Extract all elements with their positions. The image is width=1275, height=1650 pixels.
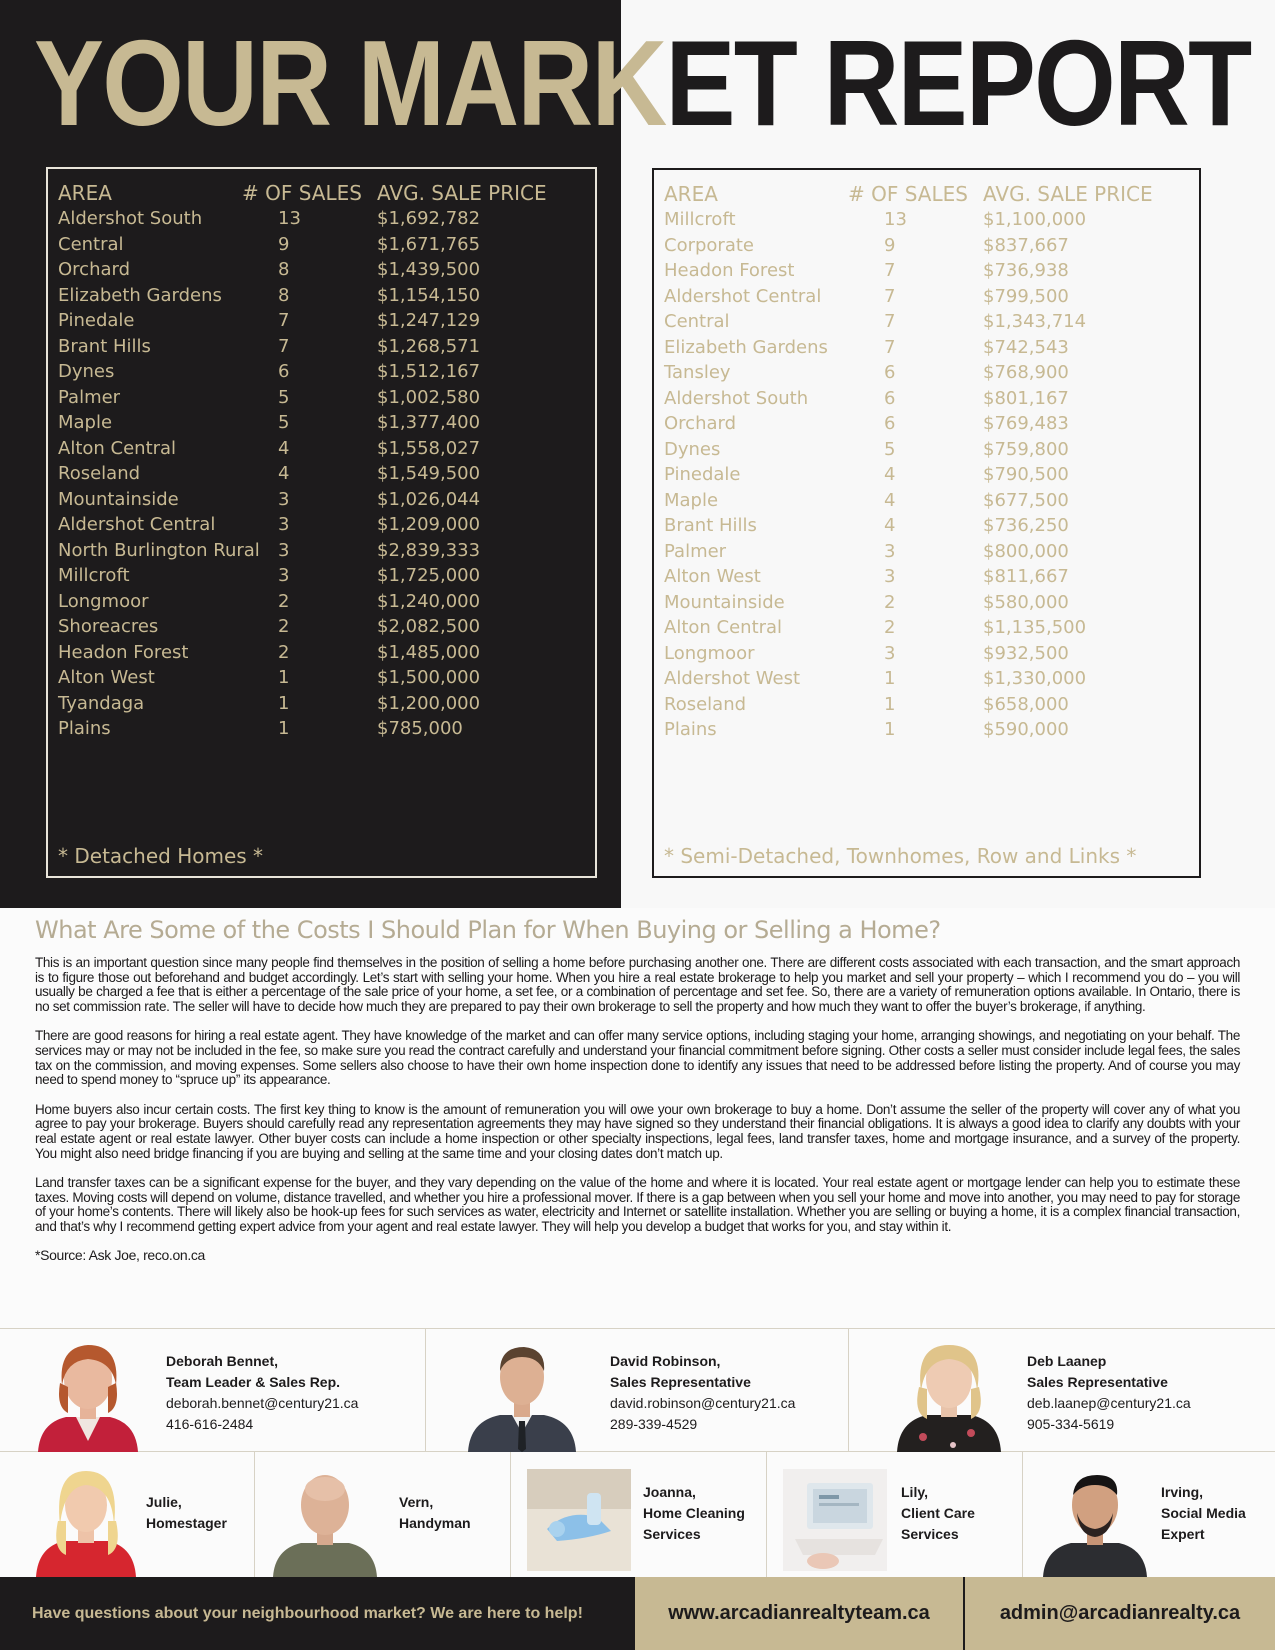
table-row xyxy=(664,258,1184,284)
helper-role: Home Cleaning xyxy=(643,1505,745,1521)
table-row xyxy=(664,717,1184,743)
cell-area: Central xyxy=(664,311,730,333)
helper-role-cont: Expert xyxy=(1161,1526,1205,1542)
cell-sales: 4 xyxy=(278,437,290,459)
cell-area: Palmer xyxy=(664,540,727,562)
table-row xyxy=(58,461,578,487)
cell-price: $2,082,500 xyxy=(377,616,481,638)
cell-price: $736,250 xyxy=(983,515,1069,537)
agent-photo xyxy=(466,1337,578,1452)
helper-card xyxy=(766,1452,1022,1577)
agent-photo xyxy=(32,1337,144,1452)
cell-price: $1,268,571 xyxy=(377,335,481,357)
cell-sales: 3 xyxy=(278,539,290,561)
cell-area: Palmer xyxy=(58,386,121,408)
cell-sales: 8 xyxy=(278,259,290,281)
agent-card xyxy=(425,1329,848,1452)
table-row xyxy=(58,436,578,462)
cell-area: Aldershot South xyxy=(664,387,809,409)
cell-sales: 4 xyxy=(884,464,896,486)
cell-sales: 2 xyxy=(884,617,896,639)
cell-price: $1,439,500 xyxy=(377,259,481,281)
cell-price: $1,512,167 xyxy=(377,361,481,383)
table-row xyxy=(664,615,1184,641)
cell-price: $768,900 xyxy=(983,362,1069,384)
table-row xyxy=(58,308,578,334)
cell-area: Headon Forest xyxy=(58,641,189,663)
agent-role: Sales Representative xyxy=(1027,1374,1168,1390)
header-area: AREA xyxy=(58,180,112,205)
cell-area: Tansley xyxy=(664,362,731,384)
table-row xyxy=(58,563,578,589)
table-row xyxy=(58,640,578,666)
helper-photo xyxy=(273,1465,377,1577)
cell-area: Pinedale xyxy=(664,464,741,486)
cell-area: Brant Hills xyxy=(664,515,757,537)
cell-area: Mountainside xyxy=(664,591,785,613)
cell-area: Central xyxy=(58,233,124,255)
helper-photo xyxy=(1043,1465,1147,1577)
helper-role: Client Care xyxy=(901,1505,975,1521)
cell-price: $1,671,765 xyxy=(377,233,481,255)
cell-sales: 2 xyxy=(884,591,896,613)
cell-area: Headon Forest xyxy=(664,260,795,282)
cell-sales: 7 xyxy=(884,285,896,307)
article-paragraph: Land transfer taxes can be a significant expense for the buyer, and they vary depending on the value of the home and where it is located. Your real estate agent or mortgage lender can help you to estimate these taxes. Moving costs will depend on volume, distance travelled, and whether you hire a professional mover. If there is a gap between when you sell your home and move into another, you may need to pay for storage of your home’s contents. There will likely also be hook-up fees for such services as water, electricity and Internet or satellite installation. Whether you are selling or buying a home, it is a complex financial transaction, and that’s why I recommend getting expert advice from your agent and real estate lawyer. They will help you develop a budget that works for you, and stay within it. xyxy=(35,1175,1240,1234)
cell-price: $1,485,000 xyxy=(377,641,481,663)
cell-area: Orchard xyxy=(664,413,737,435)
table-row xyxy=(664,284,1184,310)
cell-area: Alton Central xyxy=(664,617,783,639)
cell-price: $1,154,150 xyxy=(377,284,481,306)
cell-area: Alton Central xyxy=(58,437,177,459)
helper-label xyxy=(643,1482,745,1545)
cell-sales: 3 xyxy=(278,488,290,510)
header-sales: # OF SALES xyxy=(848,181,968,206)
cell-sales: 6 xyxy=(278,361,290,383)
footer-question: Have questions about your neighbourhood market? We are here to help! xyxy=(0,1577,635,1650)
cell-sales: 4 xyxy=(278,463,290,485)
cell-sales: 3 xyxy=(278,514,290,536)
cell-area: Plains xyxy=(58,718,111,740)
helper-role-cont: Services xyxy=(643,1526,701,1542)
table-header xyxy=(664,180,1184,207)
agent-photo xyxy=(893,1337,1005,1452)
helpers-row xyxy=(0,1452,1275,1577)
cell-price: $1,549,500 xyxy=(377,463,481,485)
cell-price: $799,500 xyxy=(983,285,1069,307)
table-row xyxy=(664,386,1184,412)
cell-price: $1,343,714 xyxy=(983,311,1087,333)
cell-area: Pinedale xyxy=(58,310,135,332)
agent-email[interactable]: david.robinson@century21.ca xyxy=(610,1395,796,1411)
cell-price: $837,667 xyxy=(983,234,1069,256)
table-row xyxy=(58,512,578,538)
cell-area: Elizabeth Gardens xyxy=(664,336,828,358)
header-price: AVG. SALE PRICE xyxy=(983,181,1153,206)
cell-sales: 3 xyxy=(884,540,896,562)
cell-price: $801,167 xyxy=(983,387,1069,409)
detached-table xyxy=(46,167,597,878)
cell-sales: 8 xyxy=(278,284,290,306)
cell-price: $1,135,500 xyxy=(983,617,1087,639)
table-row xyxy=(664,411,1184,437)
table-row xyxy=(58,359,578,385)
cell-area: Tyandaga xyxy=(58,692,145,714)
agent-name: Deb Laanep xyxy=(1027,1353,1107,1369)
cell-sales: 9 xyxy=(884,234,896,256)
agent-phone[interactable]: 289-339-4529 xyxy=(610,1416,698,1432)
helper-card xyxy=(0,1452,254,1577)
table-row xyxy=(58,410,578,436)
cell-sales: 13 xyxy=(884,209,907,231)
table-row xyxy=(664,488,1184,514)
cell-price: $785,000 xyxy=(377,718,463,740)
table-row xyxy=(664,513,1184,539)
table-row xyxy=(664,207,1184,233)
cell-sales: 5 xyxy=(278,412,290,434)
cell-sales: 7 xyxy=(884,260,896,282)
table-row xyxy=(664,692,1184,718)
table-row xyxy=(664,233,1184,259)
cell-price: $658,000 xyxy=(983,693,1069,715)
detached-note: * Detached Homes * xyxy=(58,844,264,868)
cell-area: Longmoor xyxy=(664,642,755,664)
cell-area: Maple xyxy=(58,412,113,434)
cell-price: $580,000 xyxy=(983,591,1069,613)
cell-area: North Burlington Rural xyxy=(58,539,260,561)
cell-sales: 1 xyxy=(884,693,896,715)
helper-card xyxy=(1022,1452,1275,1577)
table-row xyxy=(58,589,578,615)
agent-phone[interactable]: 905-334-5619 xyxy=(1027,1416,1115,1432)
cell-sales: 2 xyxy=(278,616,290,638)
table-row xyxy=(664,666,1184,692)
title-part-2: ET REPORT xyxy=(665,15,1251,151)
helper-name: Vern, xyxy=(399,1494,434,1510)
cell-price: $677,500 xyxy=(983,489,1069,511)
cell-area: Longmoor xyxy=(58,590,149,612)
cell-price: $1,200,000 xyxy=(377,692,481,714)
cell-area: Roseland xyxy=(664,693,747,715)
helper-name: Julie, xyxy=(146,1494,182,1510)
agent-name: Deborah Bennet, xyxy=(166,1353,279,1369)
cell-area: Maple xyxy=(664,489,719,511)
cell-sales: 1 xyxy=(884,719,896,741)
cell-sales: 6 xyxy=(884,387,896,409)
header-price: AVG. SALE PRICE xyxy=(377,180,547,205)
helper-card xyxy=(510,1452,766,1577)
agent-phone[interactable]: 416-616-2484 xyxy=(166,1416,254,1432)
cell-area: Mountainside xyxy=(58,488,179,510)
article-heading: What Are Some of the Costs I Should Plan for When Buying or Selling a Home? xyxy=(35,916,941,944)
cell-price: $1,240,000 xyxy=(377,590,481,612)
footer-bar xyxy=(0,1577,1275,1650)
article xyxy=(35,916,1240,1277)
semi-table-body xyxy=(664,180,1184,743)
agent-info xyxy=(610,1351,795,1435)
cell-area: Shoreacres xyxy=(58,616,159,638)
cell-area: Millcroft xyxy=(58,565,130,587)
table-row xyxy=(58,487,578,513)
cell-sales: 2 xyxy=(278,641,290,663)
table-row xyxy=(58,206,578,232)
cell-sales: 9 xyxy=(278,233,290,255)
cell-area: Millcroft xyxy=(664,209,736,231)
table-row xyxy=(664,564,1184,590)
table-row xyxy=(58,385,578,411)
cell-sales: 7 xyxy=(884,336,896,358)
table-row xyxy=(664,462,1184,488)
table-row xyxy=(58,665,578,691)
cell-price: $1,500,000 xyxy=(377,667,481,689)
cell-sales: 1 xyxy=(278,667,290,689)
cell-price: $1,330,000 xyxy=(983,668,1087,690)
table-row xyxy=(58,334,578,360)
cell-sales: 3 xyxy=(278,565,290,587)
cell-price: $1,209,000 xyxy=(377,514,481,536)
cell-price: $1,100,000 xyxy=(983,209,1087,231)
helper-photo xyxy=(34,1465,138,1577)
header-area: AREA xyxy=(664,181,718,206)
cell-price: $1,725,000 xyxy=(377,565,481,587)
helper-name: Lily, xyxy=(901,1484,928,1500)
agent-card xyxy=(848,1329,1275,1452)
cell-sales: 5 xyxy=(884,438,896,460)
cell-area: Dynes xyxy=(58,361,115,383)
table-row xyxy=(664,539,1184,565)
footer-email-link[interactable]: admin@arcadianrealty.ca xyxy=(965,1577,1275,1650)
cell-sales: 3 xyxy=(884,566,896,588)
helper-card xyxy=(254,1452,510,1577)
table-row xyxy=(58,232,578,258)
agents-row xyxy=(0,1328,1275,1452)
helper-role: Social Media xyxy=(1161,1505,1246,1521)
cell-area: Alton West xyxy=(664,566,761,588)
table-row xyxy=(664,590,1184,616)
cell-sales: 6 xyxy=(884,413,896,435)
cell-price: $932,500 xyxy=(983,642,1069,664)
cell-sales: 7 xyxy=(278,310,290,332)
cell-price: $736,938 xyxy=(983,260,1069,282)
cell-price: $2,839,333 xyxy=(377,539,481,561)
helper-label xyxy=(901,1482,975,1545)
article-paragraph: Home buyers also incur certain costs. The first key thing to know is the amount of remuneration you will owe your own brokerage to buy a home. Don’t assume the seller of the property will cover any of what you agree to pay your brokerage. Buyers should carefully read any representation agreements they may have signed so they understand their financial obligations. It is always a good idea to clarify any doubts with your real estate agent or real estate lawyer. Other buyer costs can include a home inspection or other specialty inspections, legal fees, land transfer taxes, home and mortgage insurance, and a survey of the property. You might also need bridge financing if you are buying and selling at the same time and your closing dates don’t match up. xyxy=(35,1101,1240,1161)
table-row xyxy=(664,437,1184,463)
cell-sales: 6 xyxy=(884,362,896,384)
helper-label xyxy=(399,1492,471,1534)
agent-email[interactable]: deb.laanep@century21.ca xyxy=(1027,1395,1191,1411)
article-source: *Source: Ask Joe, reco.on.ca xyxy=(35,1246,205,1263)
cell-price: $1,026,044 xyxy=(377,488,481,510)
cell-area: Alton West xyxy=(58,667,155,689)
cell-area: Aldershot Central xyxy=(664,285,822,307)
helper-photo xyxy=(783,1469,887,1571)
helper-label xyxy=(146,1492,227,1534)
cell-price: $1,558,027 xyxy=(377,437,481,459)
cell-sales: 13 xyxy=(278,208,301,230)
cell-price: $790,500 xyxy=(983,464,1069,486)
cell-price: $1,247,129 xyxy=(377,310,481,332)
table-header xyxy=(58,179,578,206)
cell-price: $742,543 xyxy=(983,336,1069,358)
cell-price: $1,377,400 xyxy=(377,412,481,434)
table-row xyxy=(58,257,578,283)
semi-note: * Semi-Detached, Townhomes, Row and Links * xyxy=(664,844,1137,868)
helper-label xyxy=(1161,1482,1246,1545)
cell-sales: 5 xyxy=(278,386,290,408)
title-part-1: YOUR MARK xyxy=(34,15,666,151)
cell-sales: 1 xyxy=(278,718,290,740)
cell-area: Dynes xyxy=(664,438,721,460)
cell-price: $769,483 xyxy=(983,413,1069,435)
table-row xyxy=(664,641,1184,667)
cell-area: Orchard xyxy=(58,259,131,281)
helper-name: Irving, xyxy=(1161,1484,1204,1500)
agent-info xyxy=(1027,1351,1191,1435)
table-row xyxy=(58,538,578,564)
table-row xyxy=(58,614,578,640)
article-paragraph: There are good reasons for hiring a real estate agent. They have knowledge of the market and can offer many service options, including staging your home, arranging showings, and negotiating on your behalf. The services may or may not be included in the fee, so make sure you read the contract carefully and understand your financial commitment before signing. Other costs a seller must consider include legal fees, the sales tax on the commission, and moving expenses. Some sellers also choose to have their own home inspection done to identify any issues that need to be addressed before listing the property. And of course you may need to spend money to “spruce up” its appearance. xyxy=(35,1028,1240,1088)
header-sales: # OF SALES xyxy=(242,180,362,205)
table-row xyxy=(664,360,1184,386)
cell-price: $800,000 xyxy=(983,540,1069,562)
table-row xyxy=(664,335,1184,361)
helper-name: Joanna, xyxy=(643,1484,696,1500)
cell-price: $1,692,782 xyxy=(377,208,481,230)
cell-area: Aldershot Central xyxy=(58,514,216,536)
helper-photo xyxy=(527,1469,631,1571)
table-row xyxy=(58,283,578,309)
agent-role: Team Leader & Sales Rep. xyxy=(166,1374,341,1390)
semi-table xyxy=(652,168,1201,878)
cell-sales: 1 xyxy=(884,668,896,690)
cell-area: Plains xyxy=(664,719,717,741)
agent-name: David Robinson, xyxy=(610,1353,721,1369)
cell-area: Elizabeth Gardens xyxy=(58,284,222,306)
article-paragraph: This is an important question since many people find themselves in the position of selling a home before purchasing another one. There are different costs associated with each transaction, and the smart approach is to figure those out beforehand and budget accordingly. Let’s start with selling your home. When you hire a real estate brokerage to help you market and sell your property – which I recommend you do – you will usually be charged a fee that is either a percentage of the sale price of your home, a set fee, or a combination of percentage and set fee. So, there are a variety of remuneration options available. In Ontario, there is no set commission rate. The seller will have to decide how much they are prepared to pay their own brokerage to sell the property and how much they want to offer the buyer’s brokerage, if anything. xyxy=(35,955,1240,1014)
cell-price: $1,002,580 xyxy=(377,386,481,408)
helper-role: Handyman xyxy=(399,1515,471,1531)
agent-info xyxy=(166,1351,358,1435)
footer-website-link[interactable]: www.arcadianrealtyteam.ca xyxy=(635,1577,965,1650)
helper-role: Homestager xyxy=(146,1515,227,1531)
detached-table-body xyxy=(58,179,578,742)
cell-sales: 3 xyxy=(884,642,896,664)
helper-role-cont: Services xyxy=(901,1526,959,1542)
agent-role: Sales Representative xyxy=(610,1374,751,1390)
cell-sales: 1 xyxy=(278,692,290,714)
agent-card xyxy=(0,1329,425,1452)
cell-sales: 2 xyxy=(278,590,290,612)
cell-area: Aldershot West xyxy=(664,668,801,690)
cell-sales: 4 xyxy=(884,489,896,511)
cell-price: $590,000 xyxy=(983,719,1069,741)
table-row xyxy=(664,309,1184,335)
cell-price: $811,667 xyxy=(983,566,1069,588)
agent-email[interactable]: deborah.bennet@century21.ca xyxy=(166,1395,359,1411)
cell-area: Brant Hills xyxy=(58,335,151,357)
cell-sales: 7 xyxy=(884,311,896,333)
cell-area: Corporate xyxy=(664,234,754,256)
page-title xyxy=(34,8,1251,158)
cell-sales: 4 xyxy=(884,515,896,537)
table-row xyxy=(58,691,578,717)
cell-area: Aldershot South xyxy=(58,208,203,230)
cell-price: $759,800 xyxy=(983,438,1069,460)
cell-area: Roseland xyxy=(58,463,141,485)
table-row xyxy=(58,716,578,742)
cell-sales: 7 xyxy=(278,335,290,357)
